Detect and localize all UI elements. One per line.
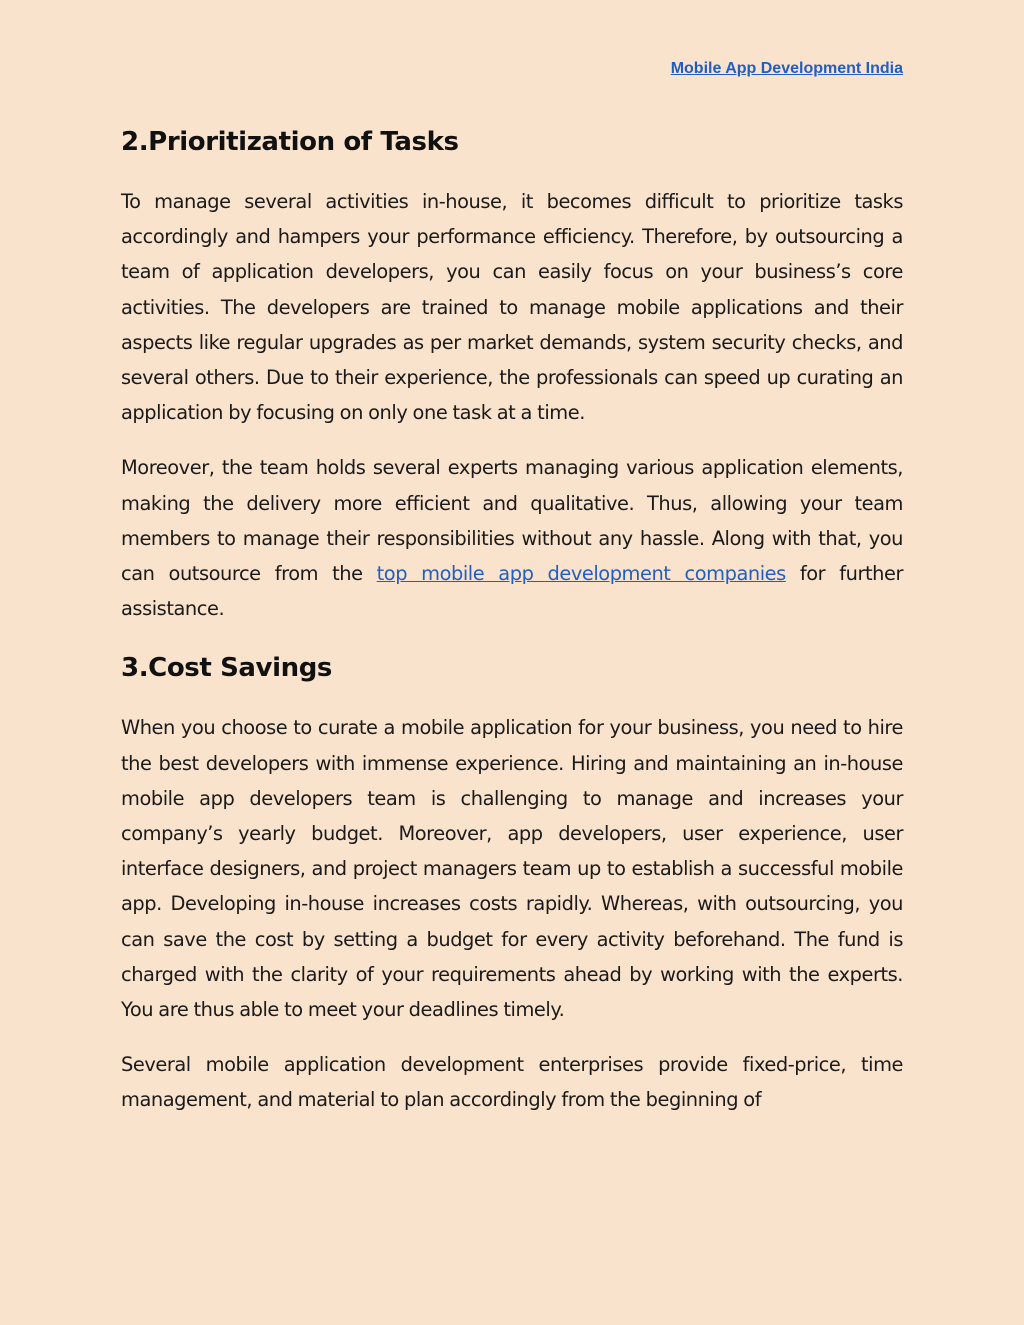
document-page [121,0,903,1325]
top-mobile-app-development-companies-link[interactable]: top mobile app development companies [376,562,786,586]
paragraph-text-after-link: for further assistance. [121,562,903,621]
paragraph-cost-savings-1: When you choose to curate a mobile application for your business, you need to hire the best developers with immense experience. Hiring and maintaining an in-house mobile app developers team is challenging to manage and increases your company’s yearly budget. Moreover, app developers, user experience, user interface designers, and project managers team up to establish a successful mobile app. Developing in-house increases costs rapidly. Whereas, with outsourcing, you can save the cost by setting a budget for every activity beforehand. The fund is charged with the clarity of your requirements ahead by working with the experts. You are thus able to meet your deadlines timely. [121,716,903,1022]
header-link-mobile-app-development-india[interactable]: Mobile App Development India [670,60,903,77]
section-heading-prioritization: 2.Prioritization of Tasks [121,127,459,157]
document-content [121,122,903,1118]
section-heading-cost-savings: 3.Cost Savings [121,653,332,684]
paragraph-prioritization-1: To manage several activities in-house, it becomes difficult to prioritize tasks accordingly and hampers your performance efficiency. Therefore, by outsourcing a team of application developers, you can easily focus on your business’s core activities. The developers are trained to manage mobile applications and their aspects like regular upgrades as per market demands, system security checks, and several others. Due to their experience, the professionals can speed up curating an application by focusing on only one task at a time. [121,190,903,425]
paragraph-prioritization-2 [121,450,903,626]
paragraph-text-before-link: Moreover, the team holds several experts managing various application elements, making the delivery more efficient and qualitative. Thus, allowing your team members to manage their responsibilities without any hassle. Along with that, you can outsource from the [121,456,903,586]
paragraph-cost-savings-2: Several mobile application development enterprises provide fixed-price, time management, and material to plan accordingly from the beginning of [121,1053,903,1112]
